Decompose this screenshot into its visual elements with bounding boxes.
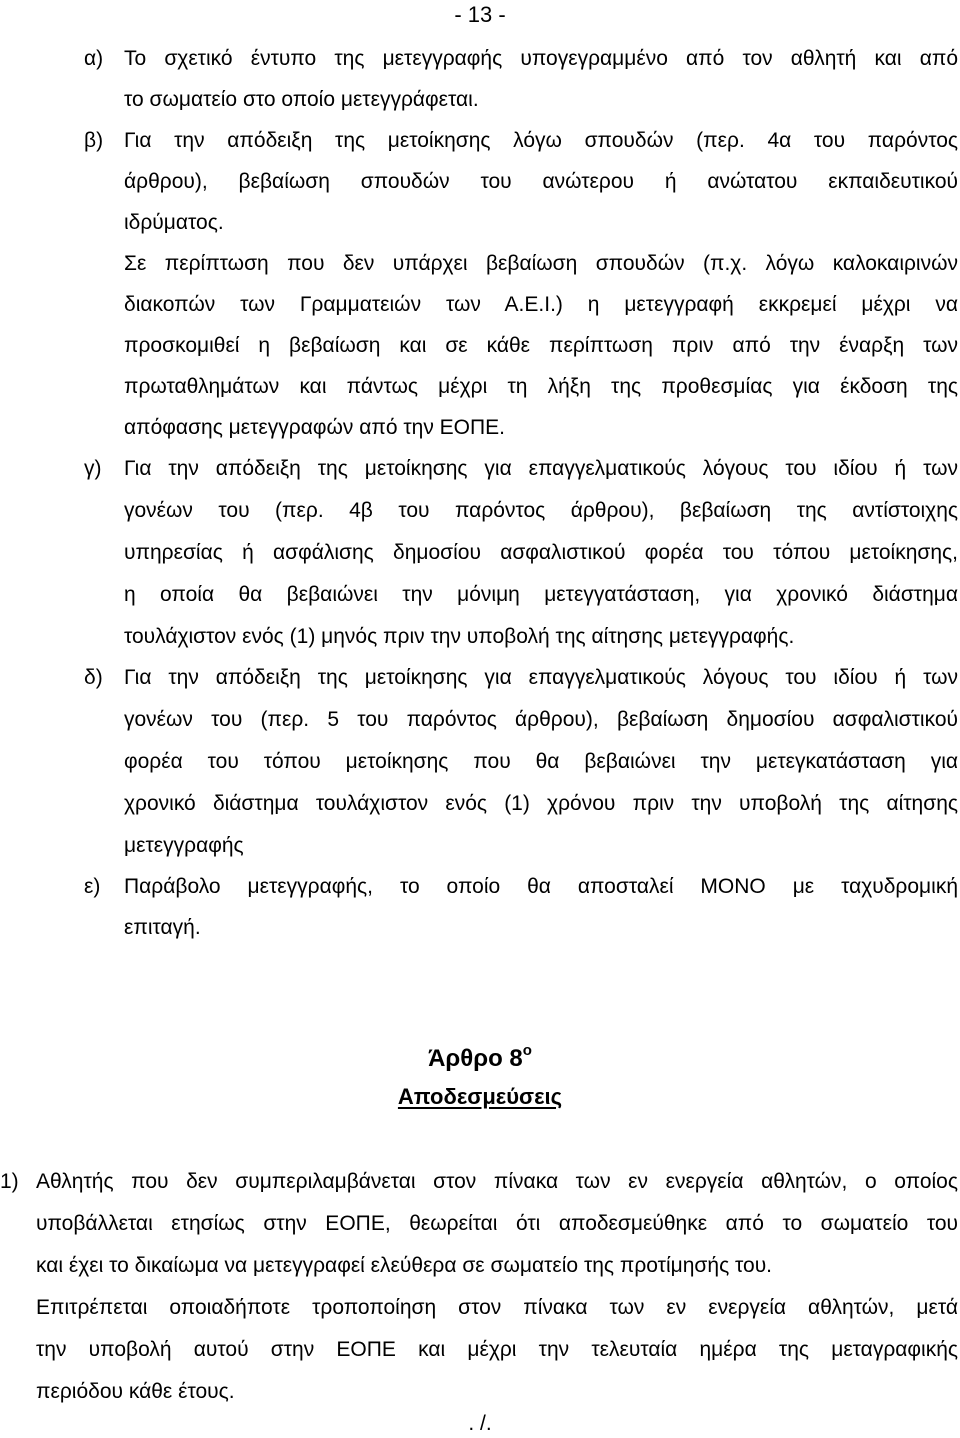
item-a-line: Το σχετικό έντυπο της μετεγγραφής υπογεγραμμένο από τον αθλητή και από: [124, 47, 958, 70]
paragraph-1-line: και έχει το δικαίωμα να μετεγγραφεί ελεύθερα σε σωματείο της προτίμησής του.: [36, 1254, 773, 1277]
item-e-line: επιταγή.: [124, 916, 201, 939]
item-a-line: το σωματείο στο οποίο μετεγγράφεται.: [124, 88, 479, 111]
item-d-label: δ): [84, 666, 103, 689]
paragraph-1-line: την υποβολή αυτού στην ΕΟΠΕ και μέχρι την τελευταία ημέρα της μεταγραφικής: [36, 1338, 958, 1361]
item-e-line: Παράβολο μετεγγραφής, το οποίο θα αποσταλεί ΜΟΝΟ με ταχυδρομική: [124, 875, 958, 898]
article-title: [0, 1036, 960, 1074]
paragraph-1-line: υποβάλλεται ετησίως στην ΕΟΠΕ, θεωρείται ότι αποδεσμεύθηκε από το σωματείο του: [36, 1212, 958, 1235]
continuation-mark: . /.: [468, 1412, 492, 1435]
item-b-line: απόφασης μετεγγραφών από την ΕΟΠΕ.: [124, 416, 506, 439]
item-d-line: Για την απόδειξη της μετοίκησης για επαγγελματικούς λόγους του ιδίου ή των: [124, 666, 958, 689]
paragraph-1-line: Αθλητής που δεν συμπεριλαμβάνεται στον πίνακα των εν ενεργεία αθλητών, ο οποίος: [36, 1170, 958, 1193]
item-a-label: α): [84, 47, 104, 70]
paragraph-1-label: 1): [0, 1170, 19, 1193]
item-b-line: διακοπών των Γραμματειών των Α.Ε.Ι.) η μετεγγραφή εκκρεμεί μέχρι να: [124, 293, 958, 316]
item-b-line: Σε περίπτωση που δεν υπάρχει βεβαίωση σπουδών (π.χ. λόγω καλοκαιρινών: [124, 252, 958, 275]
article-subtitle-text: Αποδεσμεύσεις: [397, 1084, 563, 1109]
item-d-line: μετεγγραφής: [124, 834, 244, 857]
item-c-line: Για την απόδειξη της μετοίκησης για επαγγελματικούς λόγους του ιδίου ή των: [124, 457, 958, 480]
paragraph-1-line: περιόδου κάθε έτους.: [36, 1380, 235, 1403]
item-c-line: γονέων του (περ. 4β του παρόντος άρθρου), βεβαίωση της αντίστοιχης: [124, 499, 958, 522]
article-subtitle: [0, 1083, 960, 1111]
item-b-line: Για την απόδειξη της μετοίκησης λόγω σπουδών (περ. 4α του παρόντος: [124, 129, 958, 152]
item-b-line: ιδρύματος.: [124, 211, 224, 234]
item-b-line: προσκομιθεί η βεβαίωση και σε κάθε περίπτωση πριν από την έναρξη των: [124, 334, 958, 357]
item-c-line: υπηρεσίας ή ασφάλισης δημοσίου ασφαλιστικού φορέα του τόπου μετοίκησης,: [124, 541, 958, 564]
item-c-line: τουλάχιστον ενός (1) μηνός πριν την υποβολή της αίτησης μετεγγραφής.: [124, 625, 795, 648]
page-number: - 13 -: [454, 2, 506, 27]
item-b-line: άρθρου), βεβαίωση σπουδών του ανώτερου ή ανώτατου εκπαιδευτικού: [124, 170, 958, 193]
item-c-label: γ): [84, 457, 102, 480]
item-d-line: γονέων του (περ. 5 του παρόντος άρθρου), βεβαίωση δημοσίου ασφαλιστικού: [124, 708, 958, 731]
article-title-text: Άρθρο 8: [428, 1045, 523, 1072]
item-d-line: χρονικό διάστημα τουλάχιστον ενός (1) χρόνου πριν την υποβολή της αίτησης: [124, 792, 958, 815]
paragraph-1-line: Επιτρέπεται οποιαδήποτε τροποποίηση στον πίνακα των εν ενεργεία αθλητών, μετά: [36, 1296, 958, 1319]
item-b-label: β): [84, 129, 104, 152]
item-b-line: πρωταθλημάτων και πάντως μέχρι τη λήξη της προθεσμίας για έκδοση της: [124, 375, 958, 398]
article-title-superscript: ο: [522, 1042, 532, 1059]
item-d-line: φορέα του τόπου μετοίκησης που θα βεβαιώνει την μετεγκατάσταση για: [124, 750, 958, 773]
item-c-line: η οποία θα βεβαιώνει την μόνιμη μετεγγατάσταση, για χρονικό διάστημα: [124, 583, 958, 606]
item-e-label: ε): [84, 875, 101, 898]
